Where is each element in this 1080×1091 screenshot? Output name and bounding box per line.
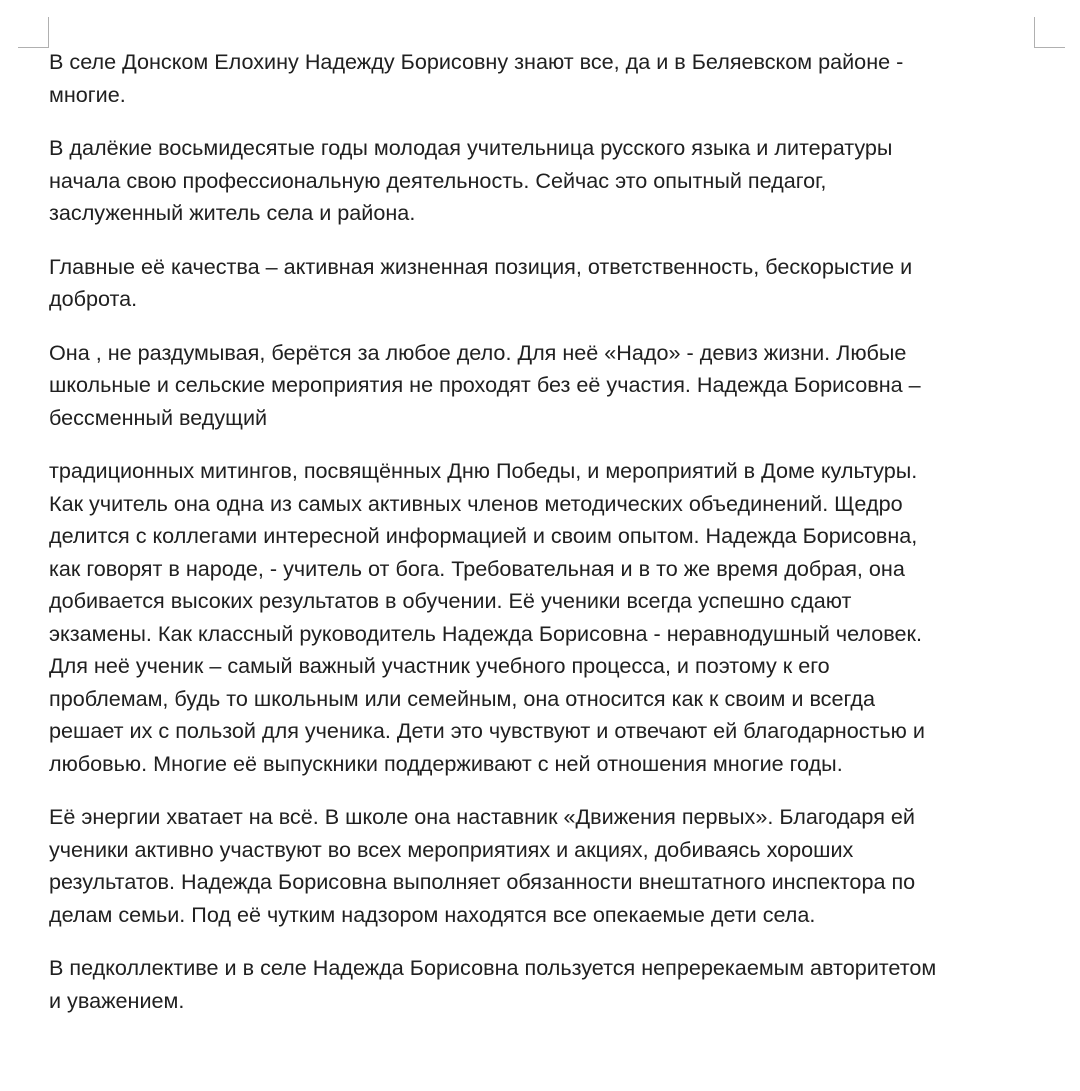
paragraph: Главные её качества – активная жизненная позиция, ответственность, бескорыстие и доброта.: [49, 253, 913, 311]
paragraph: В селе Донском Елохину Надежду Борисовну знают все, да и в Беляевском районе - многие.: [49, 49, 904, 107]
document-body[interactable]: [49, 46, 1039, 1038]
paragraph: В далёкие восьмидесятые годы молодая учительница русского языка и литературы начала свою профессиональную деятельность. Сейчас это опытный педагог, заслуженный житель села и района.: [49, 135, 893, 225]
crop-mark-top-right: [1034, 17, 1065, 48]
paragraph: Она , не раздумывая, берётся за любое дело. Для неё «Надо» - девиз жизни. Любые школьные и сельские мероприятия не проходят без её участия. Надежда Борисовна – бессменный ведущий: [49, 339, 921, 430]
paragraph: Её энергии хватает на всё. В школе она наставник «Движения первых». Благодаря ей ученики активно участвуют во всех мероприятиях и акциях, добиваясь хороших результатов. Надежда Борисовна выполняет обязанности внештатного инспектора по делам семьи. Под её чутким надзором находятся все опекаемые дети села.: [49, 804, 916, 927]
paragraph: традиционных митингов, посвящённых Дню Победы, и мероприятий в Доме культуры. Как учитель она одна из самых активных членов методических объединений. Щедро делится с коллегами интересной информацией и своим опытом. Надежда Борисовна, как говорят в народе, - учитель от бога. Требовательная и в то же время добрая, она добивается высоких результатов в обучении. Её ученики всегда успешно сдают экзамены. Как классный руководитель Надежда Борисовна - неравнодушный человек. Для неё ученик – самый важный участник учебного процесса, и поэтому к его проблемам, будь то школьным или семейным, она относится как к своим и всегда решает их с пользой для ученика. Дети это чувствуют и отвечают ей благодарностью и любовью. Многие её выпускники поддерживают с ней отношения многие годы.: [49, 458, 925, 776]
crop-mark-top-left: [18, 17, 49, 48]
paragraph: В педколлективе и в селе Надежда Борисовна пользуется непререкаемым авторитетом и уважением.: [49, 955, 937, 1013]
